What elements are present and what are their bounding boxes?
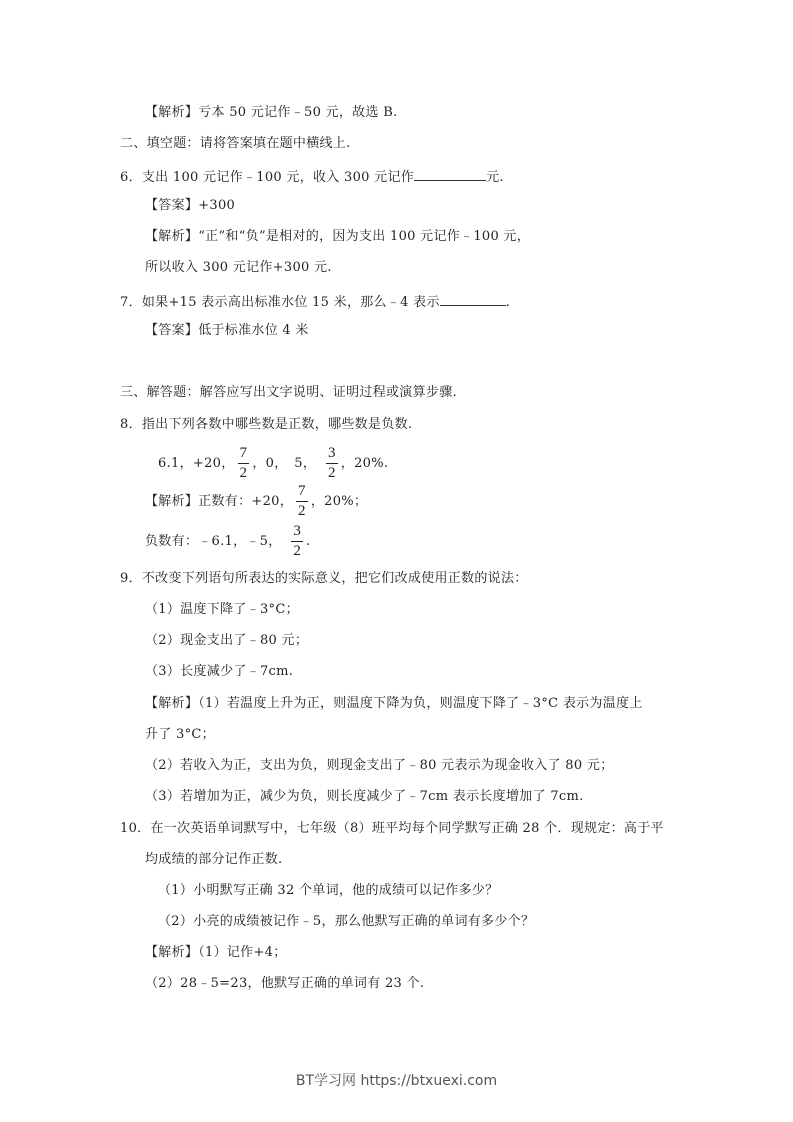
denominator: 2 — [298, 503, 306, 519]
q8-analysis-negative — [145, 522, 311, 562]
numerator: 3 — [327, 445, 336, 461]
q5-analysis: 【解析】亏本 50 元记作﹣50 元，故选 B. — [145, 105, 398, 120]
q6-stem-suffix: 元. — [486, 170, 504, 185]
numerator: 3 — [293, 523, 302, 539]
q10-item-1: （1）小明默写正确 32 个单词，他的成绩可以记作多少？ — [158, 883, 499, 898]
q6-analysis-line1: 【解析】“正”和“负”是相对的，因为支出 100 元记作﹣100 元， — [145, 229, 531, 244]
q6-answer: 【答案】+300 — [145, 198, 236, 213]
q9-analysis-line1: 【解析】（1）若温度上升为正，则温度下降为负，则温度下降了﹣3°C 表示为温度上 — [145, 696, 643, 711]
q9-stem: 9．不改变下列语句所表达的实际意义，把它们改成使用正数的说法： — [120, 571, 528, 586]
q7-answer-blank — [440, 291, 506, 306]
section2-title: 二、填空题：请将答案填在题中横线上. — [120, 136, 351, 151]
fraction-bar — [238, 463, 250, 464]
q10-analysis-line2: （2）28﹣5=23，他默写正确的单词有 23 个. — [145, 976, 425, 991]
fraction-bar — [291, 541, 303, 542]
q8-list-text: ，0， 5， — [252, 456, 323, 471]
q7-stem-suffix: . — [505, 295, 511, 310]
q8-number-list — [158, 444, 388, 484]
q8-analysis-text: 【解析】正数有：+20， — [145, 494, 294, 509]
q10-item-2: （2）小亮的成绩被记作﹣5，那么他默写正确的单词有多少个？ — [158, 914, 535, 929]
denominator: 2 — [239, 465, 248, 481]
q6-stem — [120, 166, 504, 187]
fraction-bar — [296, 501, 308, 502]
fraction-seven-halves — [238, 445, 250, 482]
denominator: 2 — [293, 543, 302, 559]
q9-analysis-line3: （2）若收入为正，支出为负，则现金支出了﹣80 元表示为现金收入了 80 元； — [145, 758, 614, 773]
q7-answer: 【答案】低于标准水位 4 米 — [145, 323, 309, 338]
q9-item-1: （1）温度下降了﹣3°C； — [145, 602, 299, 617]
q8-analysis-positive — [145, 482, 367, 522]
q8-stem: 8．指出下列各数中哪些数是正数，哪些数是负数. — [120, 417, 413, 432]
q10-stem-line2: 均成绩的部分记作正数. — [145, 852, 283, 867]
fraction-three-halves — [326, 445, 338, 482]
q7-stem-text: 7．如果+15 表示高出标准水位 15 米，那么﹣4 表示 — [120, 295, 440, 310]
q8-list-text: 6.1，+20， — [158, 456, 235, 471]
fraction-bar — [326, 463, 338, 464]
q8-analysis-text: . — [306, 534, 311, 549]
denominator: 2 — [327, 465, 336, 481]
q10-analysis-line1: 【解析】（1）记作+4； — [145, 945, 287, 960]
footer-watermark: BT学习网 https://btxuexi.com — [295, 1073, 498, 1089]
q6-answer-blank — [414, 166, 486, 181]
q10-stem-line1: 10．在一次英语单词默写中，七年级（8）班平均每个同学默写正确 28 个．现规定：高于平 — [120, 821, 664, 836]
q6-stem-text: 6．支出 100 元记作﹣100 元，收入 300 元记作 — [120, 170, 415, 185]
q9-item-2: （2）现金支出了﹣80 元； — [145, 633, 309, 648]
numerator: 7 — [239, 445, 248, 461]
section3-title: 三、解答题：解答应写出文字说明、证明过程或演算步骤. — [120, 385, 457, 400]
fraction-seven-halves — [296, 483, 308, 520]
q9-item-3: （3）长度减少了﹣7cm. — [145, 664, 294, 679]
q7-stem — [120, 291, 510, 312]
q8-list-text: ，20%. — [340, 456, 389, 471]
q9-analysis-line2: 升了 3°C； — [145, 727, 215, 742]
fraction-three-halves — [291, 523, 303, 560]
numerator: 7 — [298, 483, 306, 499]
q6-analysis-line2: 所以收入 300 元记作+300 元. — [145, 260, 332, 275]
q8-analysis-text: 负数有：﹣6.1，﹣5， — [145, 534, 289, 549]
q8-analysis-text: ，20%； — [310, 494, 368, 509]
q9-analysis-line4: （3）若增加为正，减少为负，则长度减少了﹣7cm 表示长度增加了 7cm. — [145, 789, 584, 804]
